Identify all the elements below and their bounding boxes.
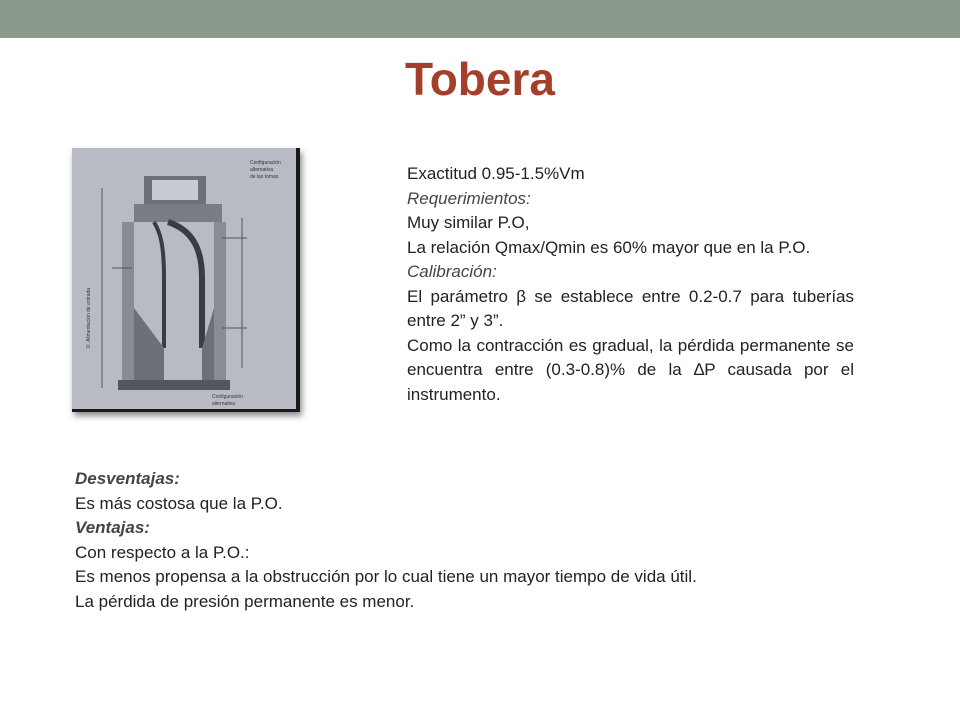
pressure-loss-text: Como la contracción es gradual, la pérdida permanente se encuentra entre (0.3-0.8)% de la ∆P causada por el instrumento. [407,335,854,404]
advantages-heading: Ventajas: [75,518,150,537]
requirements-text-2: La relación Qmax/Qmin es 60% mayor que en la P.O. [407,237,811,257]
slide-title: Tobera [405,53,555,105]
svg-text:de las tomas: de las tomas [250,174,279,180]
svg-text:alternativa: alternativa [212,401,236,407]
label-vertical: D. Alimentación de entrada [86,287,92,348]
advantages-text-1: Con respecto a la P.O.: [75,542,250,562]
requirements-text-1: Muy similar P.O, [407,213,530,232]
calibration-text: El parámetro β se establece entre 0.2-0.7 para tuberías entre 2” y 3”. [407,286,854,330]
disadvantages-heading: Desventajas: [75,469,180,488]
advantages-text-2: Es menos propensa a la obstrucción por lo cual tiene un mayor tiempo de vida útil. [75,567,697,586]
label-top: Configuración [250,160,281,166]
top-bar [0,0,960,38]
nozzle-diagram-icon [72,148,300,412]
nozzle-diagram-figure [72,148,300,412]
disadvantages-text: Es más costosa que la P.O. [75,493,283,513]
right-text-block [407,162,854,407]
svg-text:alternativa: alternativa [250,167,274,173]
advantages-text-3: La pérdida de presión permanente es menor. [75,591,415,611]
label-bottom: Configuración [212,394,243,400]
bottom-text-block [75,467,875,614]
calibration-heading: Calibración: [407,262,497,281]
requirements-heading: Requerimientos: [407,188,531,208]
accuracy-text: Exactitud 0.95-1.5%Vm [407,164,585,183]
